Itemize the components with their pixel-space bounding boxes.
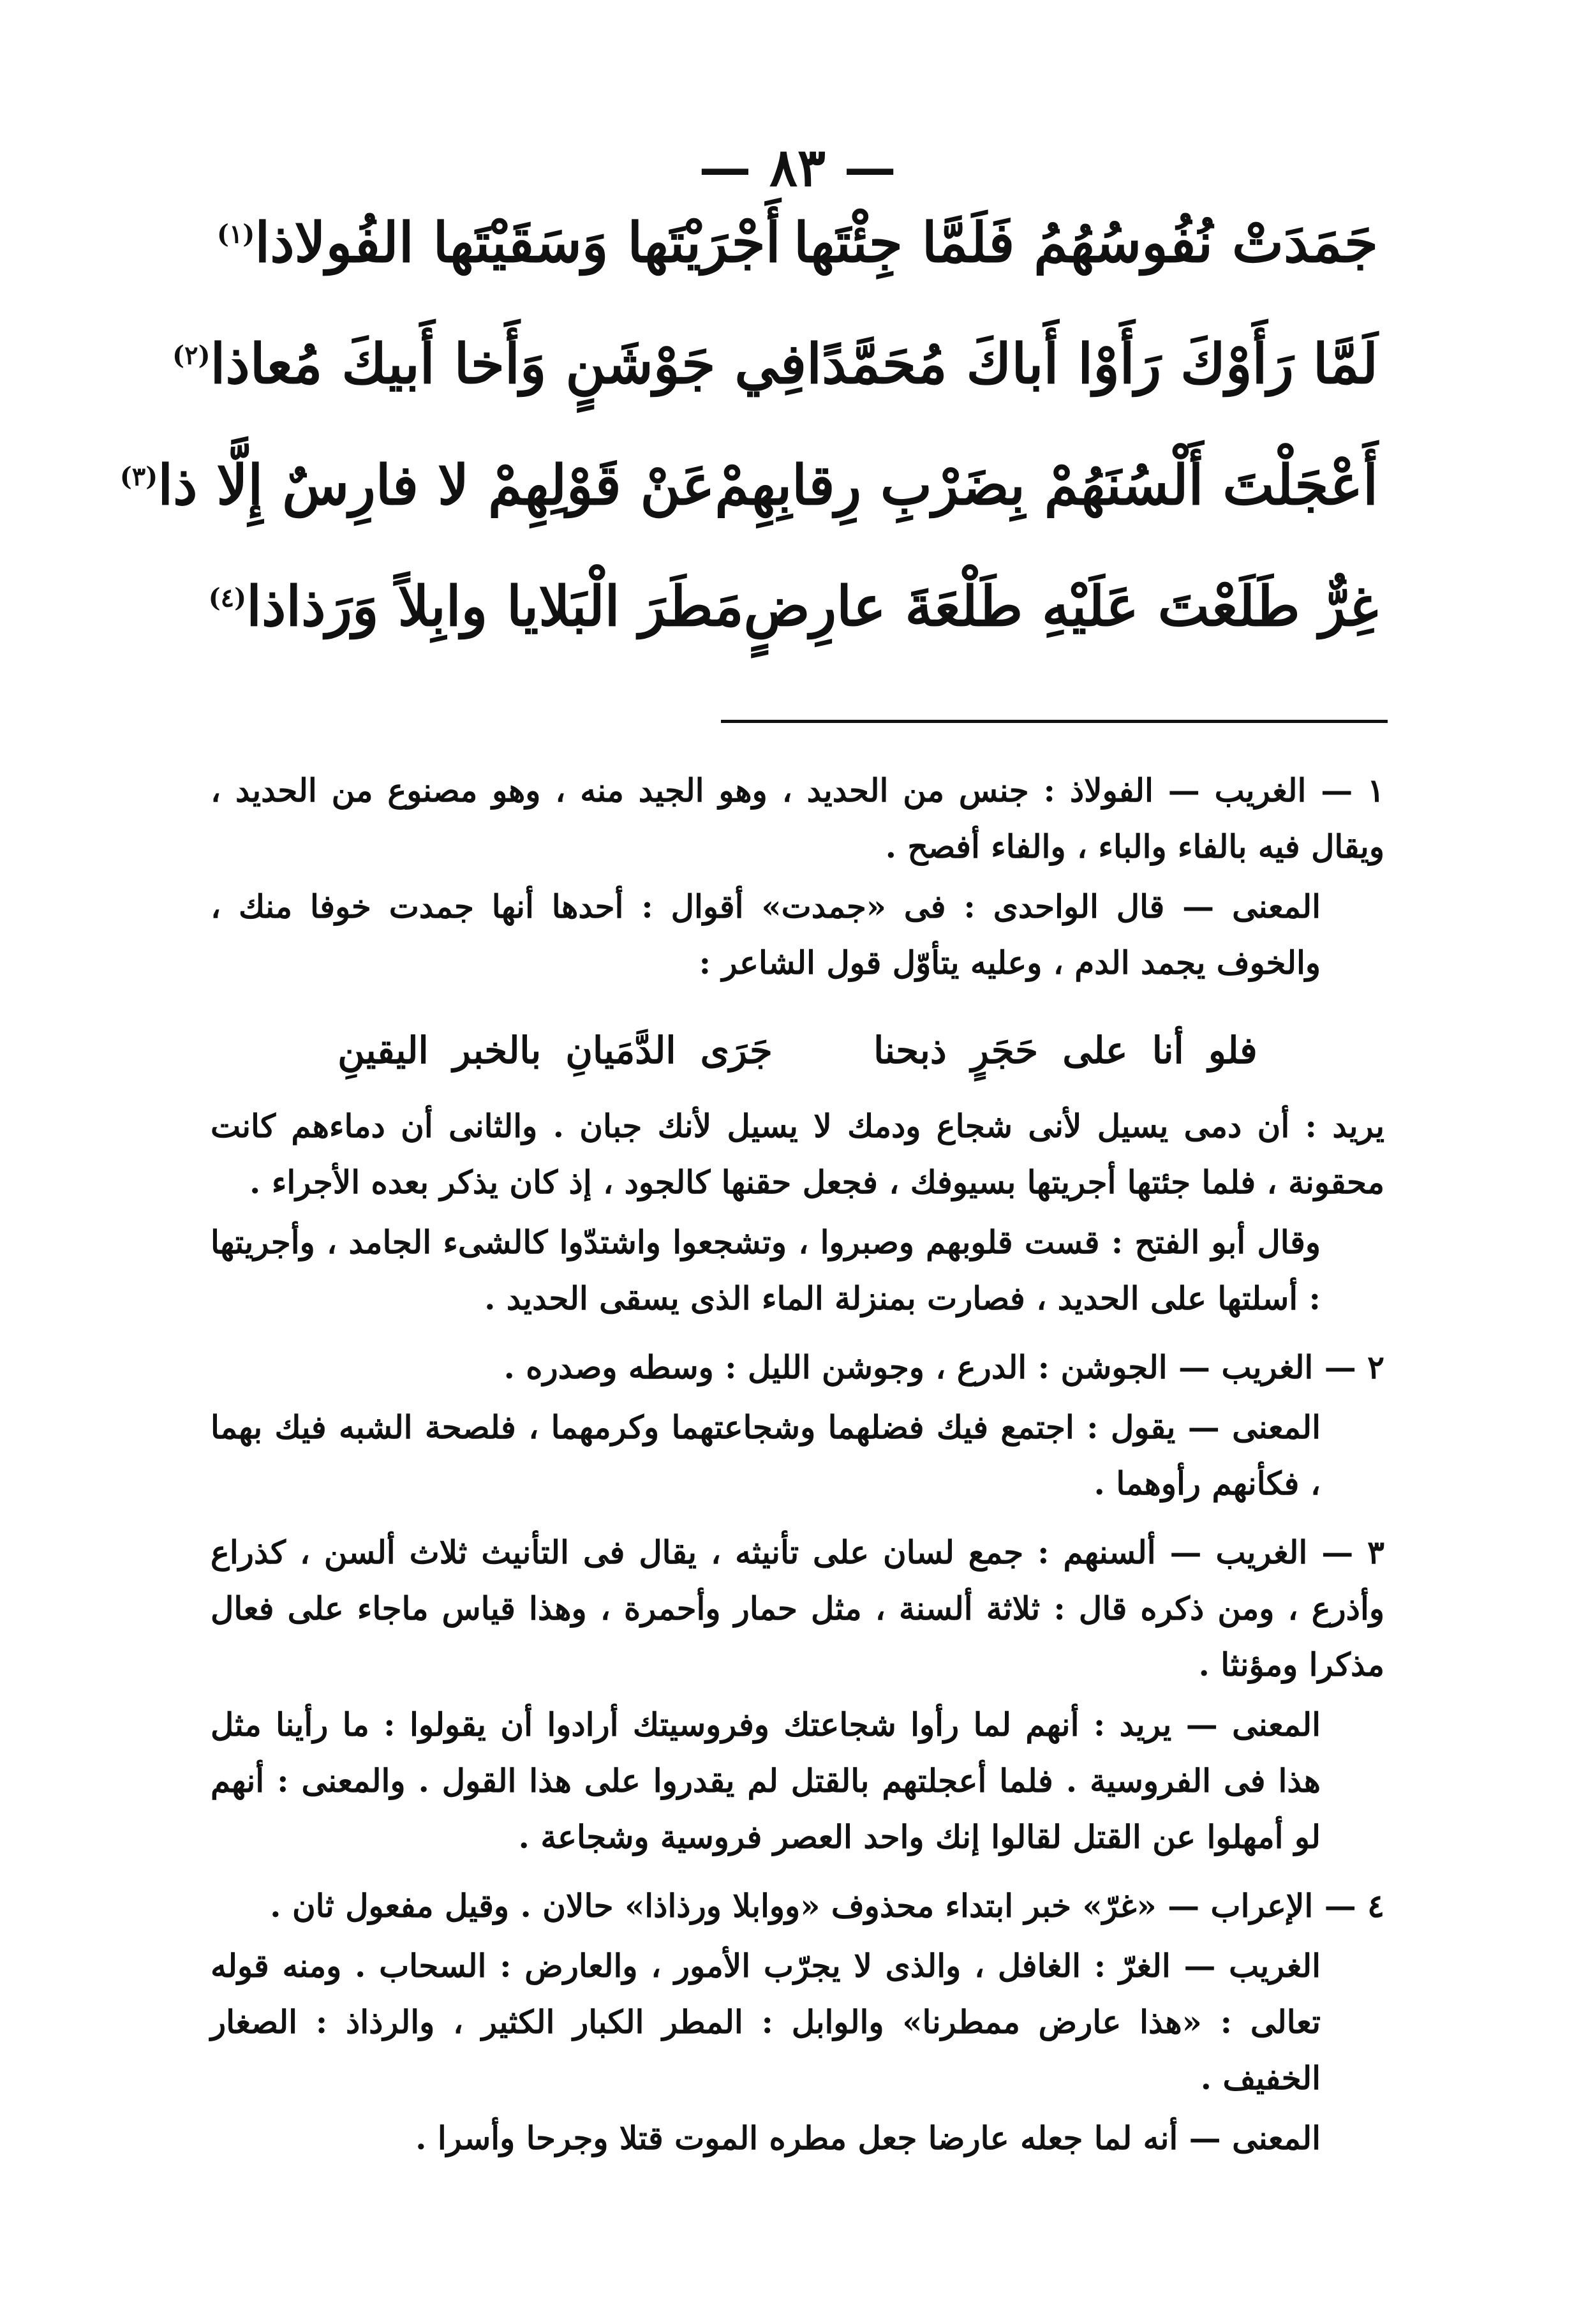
note-4-irab: ٤ — الإعراب — «غرّ» خبر ابتداء محذوف «ووابلا ورذاذا» حالان . وقيل مفعول ثان . bbox=[270, 1887, 1384, 1925]
note-1-explanation: يريد : أن دمى يسيل لأنى شجاع ودمك لا يسيل لأنك جبان . والثانى أن دماءهم كانت محقونة ، فلما جئتها أجريتها بسيوفك ، فجعل حقنها كالجود ، إذ كان يذكر بعده الأجراء . bbox=[211, 1107, 1384, 1201]
footnotes-section bbox=[211, 763, 1384, 2179]
verse-3-second-text: عَنْ قَوْلِهِمْ لا فارِسٌ إِلَّا ذا bbox=[158, 452, 715, 518]
verse-line-4 bbox=[208, 558, 1378, 654]
verse-3-second-hemistich bbox=[120, 453, 715, 518]
note-4-maana: المعنى — أنه لما جعله عارضا جعل مطره الموت قتلا وجرحا وأسرا . bbox=[415, 2119, 1321, 2157]
page-number: — ٨٣ — bbox=[699, 137, 896, 198]
note-1-abulfath: وقال أبو الفتح : قست قلوبهم وصبروا ، وتشجعوا واشتدّوا كالشىء الجامد ، وأجريتها : أسلتها على الحديد ، فصارت بمنزلة الماء الذى يسقى الحديد . bbox=[211, 1223, 1321, 1317]
footnote-marker-1: (١) bbox=[217, 218, 255, 249]
verse-line-3 bbox=[119, 437, 1378, 533]
verse-4-second-text: مَطَرَ الْبَلايا وابِلاً وَرَذاذا bbox=[246, 574, 744, 639]
footnote-marker-3: (٣) bbox=[119, 461, 158, 491]
verse-line-2 bbox=[172, 316, 1378, 412]
note-3-maana: المعنى — يريد : أنهم لما رأوا شجاعتك وفروسيتك أرادوا أن يقولوا : ما رأينا مثل هذا فى الفروسية . فلما أعجلتهم بالقتل لم يقدروا على هذا القول . والمعنى : أنهم لو أمهلوا عن القتل لقالوا إنك واحد العصر فروسية وشجاعة . bbox=[211, 1706, 1321, 1856]
note-2-gharib: ٢ — الغريب — الجوشن : الدرع ، وجوشن الليل : وسطه وصدره . bbox=[503, 1348, 1384, 1386]
note-4-gharib: الغريب — الغرّ : الغافل ، والذى لا يجرّب الأمور ، والعارض : السحاب . ومنه قوله تعالى : «هذا عارض ممطرنا» والوابل : المطر الكبار الكثير ، والرذاذ : الصغار الخفيف . bbox=[211, 1947, 1321, 2097]
note-1-gharib: ١ — الغريب — الفولاذ : جنس من الحديد ، وهو الجيد منه ، وهو مصنوع من الحديد ، ويقال فيه بالفاء والباء ، والفاء أفصح . bbox=[211, 771, 1384, 865]
verse-1-second-hemistich bbox=[217, 211, 781, 275]
quoted-verse-first: فلو أنا على حَجَرٍ ذبحنا bbox=[873, 1029, 1257, 1072]
note-2-maana: المعنى — يقول : اجتمع فيك فضلهما وشجاعتهما وكرمهما ، فلصحة الشبه فيك بهما ، فكأنهم رأوهما . bbox=[211, 1408, 1321, 1502]
verse-1-second-text: أَجْرَيْتَها وَسَقَيْتَها الفُولاذا bbox=[255, 210, 781, 275]
quoted-verse-second: جَرَى الدَّمَيانِ بالخبر اليقينِ bbox=[338, 1029, 773, 1072]
verse-2-second-text: فِي جَوْشَنٍ وَأَخا أَبيكَ مُعاذا bbox=[210, 331, 807, 396]
note-1-maana: المعنى — قال الواحدى : فى «جمدت» أقوال : أحدها أنها جمدت خوفا منك ، والخوف يجمد الدم ، وعليه يتأوّل قول الشاعر : bbox=[211, 888, 1321, 981]
verse-4-second-hemistich bbox=[209, 574, 744, 639]
quoted-verse bbox=[211, 1022, 1384, 1079]
verse-2-second-hemistich bbox=[172, 332, 806, 396]
verse-3-first-hemistich: أَعْجَلْتَ أَلْسُنَهُمْ بِضَرْبِ رِقابِهِمْ bbox=[715, 452, 1378, 518]
footnote-marker-2: (٢) bbox=[172, 339, 211, 370]
verse-2-first-hemistich: لَمَّا رَأَوْكَ رَأَوْا أَباكَ مُحَمَّدًا bbox=[806, 331, 1378, 396]
verse-1-first-hemistich: جَمَدَتْ نُفُوسُهُمُ فَلَمَّا جِئْتَها bbox=[793, 210, 1378, 275]
footnote-marker-4: (٤) bbox=[208, 582, 247, 613]
note-3-gharib: ٣ — الغريب — ألسنهم : جمع لسان على تأنيثه ، يقال فى التأنيث ثلاث ألسن ، كذراع وأذرع ، ومن ذكره قال : ثلاثة ألسنة ، مثل حمار وأحمرة ، وهذا قياس ماجاء على فعال مذكرا ومؤنثا . bbox=[211, 1533, 1384, 1683]
verse-4-first-hemistich: غِرٌّ طَلَعْتَ عَلَيْهِ طَلْعَةَ عارِضٍ bbox=[743, 574, 1378, 639]
verse-line-1 bbox=[217, 195, 1378, 290]
footnote-divider bbox=[721, 720, 1388, 723]
